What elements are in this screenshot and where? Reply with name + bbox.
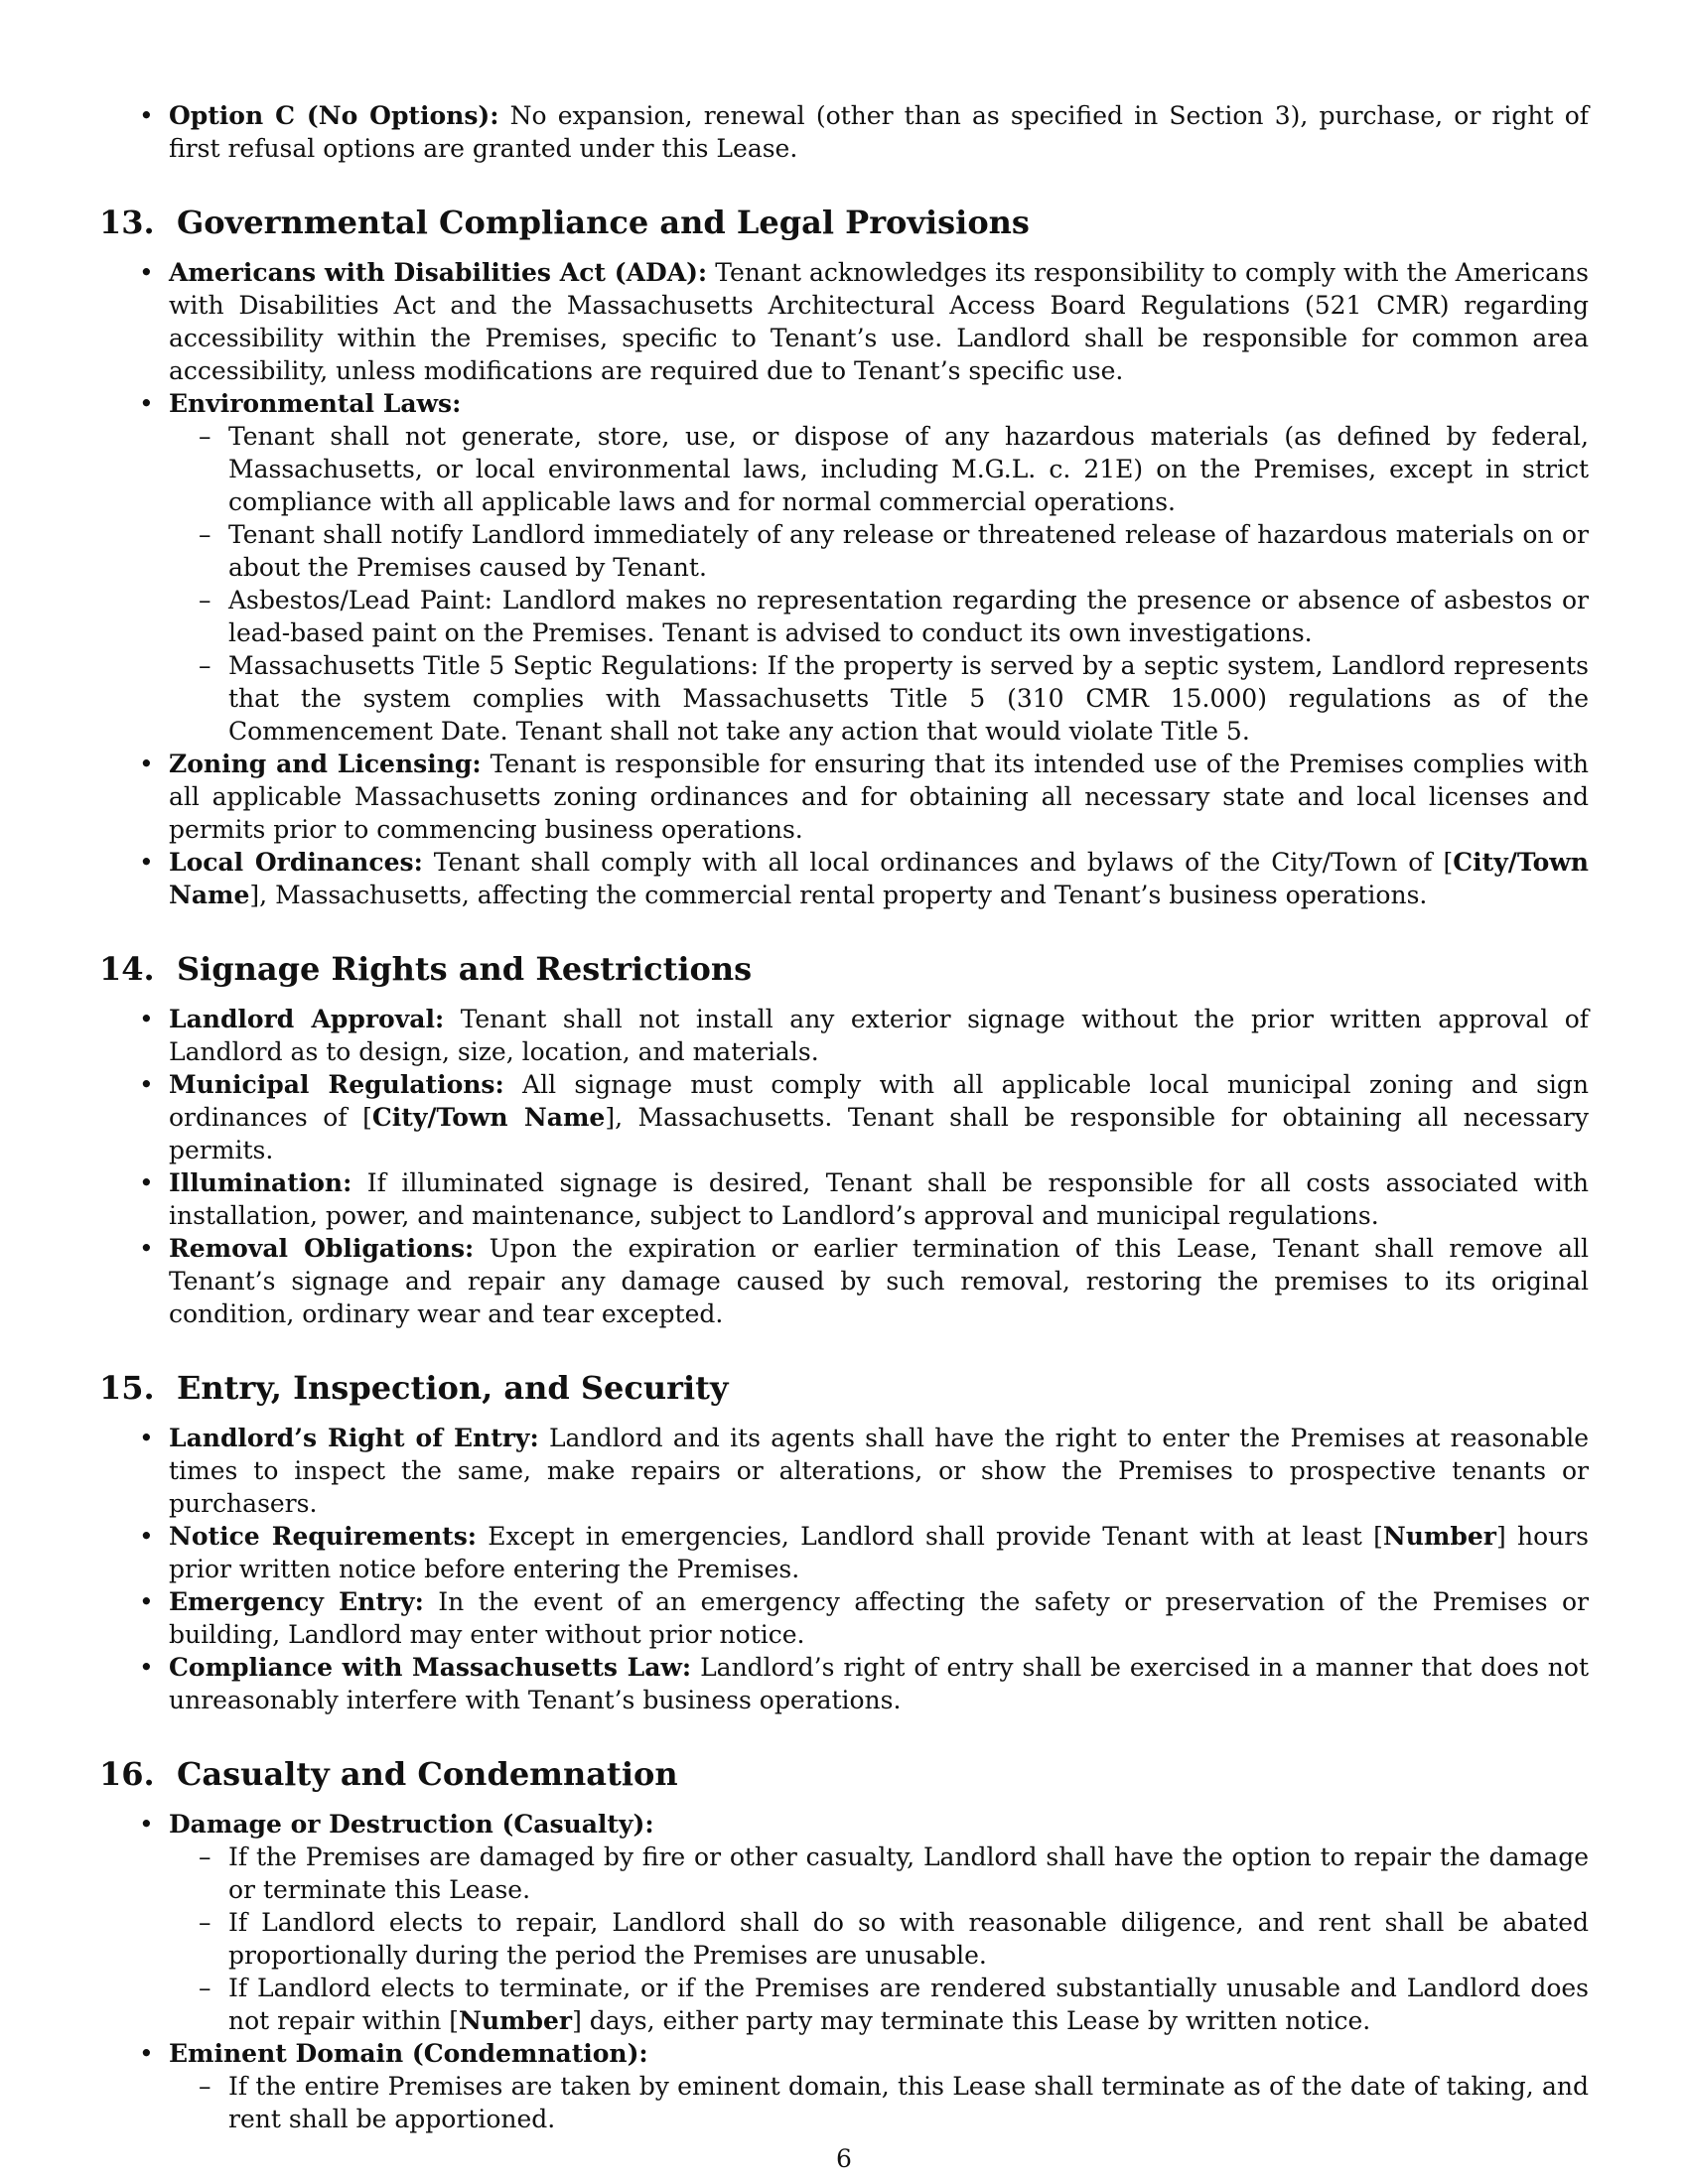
sub-item-text: Tenant shall notify Landlord immediately of any release or threatened release of hazardous materials on or about the Premises caused by Tenant.	[228, 520, 1589, 582]
item-text: Except in emergencies, Landlord shall provide Tenant with at least [	[477, 1522, 1383, 1551]
placeholder-text: Number	[1382, 1522, 1496, 1551]
bullet-icon: •	[139, 1005, 154, 1033]
item-text: No expansion, renewal (other than as specified in Section 3), purchase, or right of first refusal options are granted under this Lease.	[169, 101, 1589, 163]
sub-item-text: Asbestos/Lead Paint: Landlord makes no representation regarding the presence or absence of asbestos or lead-based paint on the Premises. Tenant is advised to conduct its own investigations.	[228, 586, 1589, 647]
item-label: Option C (No Options):	[169, 101, 499, 130]
section-heading	[99, 949, 1589, 989]
sub-list-item	[169, 1841, 1589, 1906]
dash-icon: –	[199, 1974, 211, 2002]
list-item	[99, 1166, 1589, 1232]
section-list	[99, 1808, 1589, 2135]
placeholder-text: City/Town Name	[371, 1103, 606, 1132]
dash-icon: –	[199, 422, 211, 451]
item-text: If illuminated signage is desired, Tenant shall be responsible for all costs associated with installation, power, and maintenance, subject to Landlord’s approval and municipal regulations.	[169, 1168, 1589, 1230]
list-item	[99, 1232, 1589, 1330]
section-16	[99, 1754, 1589, 2135]
bullet-icon: •	[139, 848, 154, 877]
item-label: Damage or Destruction (Casualty):	[169, 1810, 654, 1839]
bullet-icon: •	[139, 1424, 154, 1452]
item-text: Landlord’s right of entry shall be exercised in a manner that does not unreasonably interfere with Tenant’s business operations.	[169, 1653, 1590, 1714]
page-content	[99, 99, 1589, 2135]
sub-list-item	[169, 518, 1589, 584]
page-number: 6	[836, 2144, 852, 2173]
bullet-icon: •	[139, 1168, 154, 1197]
item-text: ] hours prior written notice before entering the Premises.	[169, 1522, 1589, 1583]
bullet-icon: •	[139, 1587, 154, 1616]
sub-list-item	[169, 584, 1589, 649]
item-text: Tenant shall not install any exterior signage without the prior written approval of Landlord as to design, size, location, and materials.	[169, 1005, 1589, 1066]
sub-list	[169, 2070, 1589, 2135]
bullet-icon: •	[139, 1653, 154, 1682]
dash-icon: –	[199, 651, 211, 680]
list-item	[99, 748, 1589, 846]
item-label: Municipal Regulations:	[169, 1070, 504, 1099]
list-item	[99, 256, 1589, 387]
bullet-icon: •	[139, 389, 154, 418]
section-title: Signage Rights and Restrictions	[176, 950, 753, 988]
section-13	[99, 203, 1589, 911]
item-text: Landlord and its agents shall have the right to enter the Premises at reasonable times to inspect the same, make repairs or alterations, or show the Premises to prospective tenants or purchasers.	[169, 1424, 1590, 1518]
item-label: Environmental Laws:	[169, 389, 462, 418]
dash-icon: –	[199, 1843, 211, 1871]
item-label: Landlord Approval:	[169, 1005, 445, 1033]
sub-item-text: If Landlord elects to terminate, or if the Premises are rendered substantially unusable and Landlord does not repair within [	[228, 1974, 1589, 2035]
bullet-icon: •	[139, 2039, 154, 2068]
section-list	[99, 256, 1589, 911]
section-heading	[99, 1754, 1589, 1794]
bullet-icon: •	[139, 258, 154, 287]
list-item	[99, 1068, 1589, 1166]
dash-icon: –	[199, 520, 211, 549]
bullet-icon: •	[139, 1070, 154, 1099]
section-title: Casualty and Condemnation	[176, 1755, 678, 1793]
bullet-icon: •	[139, 1234, 154, 1263]
sub-list-item	[169, 2070, 1589, 2135]
section-number: 13.	[99, 204, 155, 241]
bullet-icon: •	[139, 750, 154, 778]
list-item	[99, 1422, 1589, 1520]
section-number: 15.	[99, 1369, 155, 1407]
section-number: 14.	[99, 950, 155, 988]
section-title: Entry, Inspection, and Security	[176, 1369, 729, 1407]
item-text: All signage must comply with all applicable local municipal zoning and sign ordinances of [	[169, 1070, 1589, 1132]
item-label: Zoning and Licensing:	[169, 750, 482, 778]
sub-list-item	[169, 1906, 1589, 1972]
section-heading	[99, 1368, 1589, 1408]
list-item	[99, 387, 1589, 748]
placeholder-text: Number	[459, 2006, 573, 2035]
list-item	[99, 1808, 1589, 2037]
section-heading	[99, 203, 1589, 242]
list-item	[99, 1651, 1589, 1716]
item-label: Emergency Entry:	[169, 1587, 424, 1616]
list-item	[99, 1003, 1589, 1068]
sub-list-item	[169, 649, 1589, 748]
section-title: Governmental Compliance and Legal Provisions	[176, 204, 1030, 241]
sub-item-text: Massachusetts Title 5 Septic Regulations: If the property is served by a septic system, Landlord represents that the system complies with Massachusetts Title 5 (310 CMR 15.000) regulations as of the Commencement Date. Tenant shall not take any action that would violate Title 5.	[228, 651, 1589, 746]
item-label: Eminent Domain (Condemnation):	[169, 2039, 648, 2068]
placeholder-text: City/Town Name	[169, 848, 1589, 909]
bullet-icon: •	[139, 1810, 154, 1839]
sub-list-item	[169, 1972, 1589, 2037]
list-item	[99, 2037, 1589, 2135]
section-number: 16.	[99, 1755, 155, 1793]
section-list	[99, 1422, 1589, 1716]
list-item	[99, 1520, 1589, 1585]
item-text: ], Massachusetts, affecting the commercial rental property and Tenant’s business operations.	[249, 881, 1428, 909]
item-label: Removal Obligations:	[169, 1234, 475, 1263]
sub-list-item	[169, 420, 1589, 518]
bullet-icon: •	[139, 101, 154, 130]
item-text: Upon the expiration or earlier termination of this Lease, Tenant shall remove all Tenant’s signage and repair any damage caused by such removal, restoring the premises to its original condition, ordinary wear and tear excepted.	[169, 1234, 1589, 1328]
section-15	[99, 1368, 1589, 1716]
list-item	[99, 1585, 1589, 1651]
sub-item-text: ] days, either party may terminate this Lease by written notice.	[572, 2006, 1371, 2035]
sub-item-text: If the entire Premises are taken by eminent domain, this Lease shall terminate as of the date of taking, and rent shall be apportioned.	[228, 2072, 1589, 2133]
item-text: Tenant is responsible for ensuring that its intended use of the Premises complies with all applicable Massachusetts zoning ordinances and for obtaining all necessary state and local licenses and permits prior to commencing business operations.	[169, 750, 1590, 844]
item-label: Landlord’s Right of Entry:	[169, 1424, 539, 1452]
item-text: Tenant acknowledges its responsibility to comply with the Americans with Disabilities Act and the Massachusetts Architectural Access Board Regulations (521 CMR) regarding accessibility within the Premises, specific to Tenant’s use. Landlord shall be responsible for common area accessibility, unless modifications are required due to Tenant’s specific use.	[169, 258, 1589, 385]
sub-list	[169, 1841, 1589, 2037]
list-item	[99, 99, 1589, 165]
item-label: Americans with Disabilities Act (ADA):	[169, 258, 708, 287]
section-list	[99, 1003, 1589, 1330]
item-text: In the event of an emergency affecting the safety or preservation of the Premises or building, Landlord may enter without prior notice.	[169, 1587, 1589, 1649]
item-label: Illumination:	[169, 1168, 352, 1197]
item-text: Tenant shall comply with all local ordinances and bylaws of the City/Town of [	[422, 848, 1454, 877]
intro-list	[99, 99, 1589, 165]
bullet-icon: •	[139, 1522, 154, 1551]
item-label: Compliance with Massachusetts Law:	[169, 1653, 692, 1682]
item-text: ], Massachusetts. Tenant shall be responsible for obtaining all necessary permits.	[169, 1103, 1590, 1164]
dash-icon: –	[199, 1908, 211, 1937]
dash-icon: –	[199, 586, 211, 614]
sub-item-text: If the Premises are damaged by fire or other casualty, Landlord shall have the option to repair the damage or terminate this Lease.	[228, 1843, 1589, 1904]
list-item	[99, 846, 1589, 911]
sub-list	[169, 420, 1589, 748]
section-14	[99, 949, 1589, 1330]
dash-icon: –	[199, 2072, 211, 2101]
item-label: Local Ordinances:	[169, 848, 423, 877]
sub-item-text: If Landlord elects to repair, Landlord shall do so with reasonable diligence, and rent shall be abated proportionally during the period the Premises are unusable.	[228, 1908, 1589, 1970]
item-label: Notice Requirements:	[169, 1522, 478, 1551]
sub-item-text: Tenant shall not generate, store, use, or dispose of any hazardous materials (as defined by federal, Massachusetts, or local environmental laws, including M.G.L. c. 21E) on the Premises, except in strict compliance with all applicable laws and for normal commercial operations.	[228, 422, 1589, 516]
